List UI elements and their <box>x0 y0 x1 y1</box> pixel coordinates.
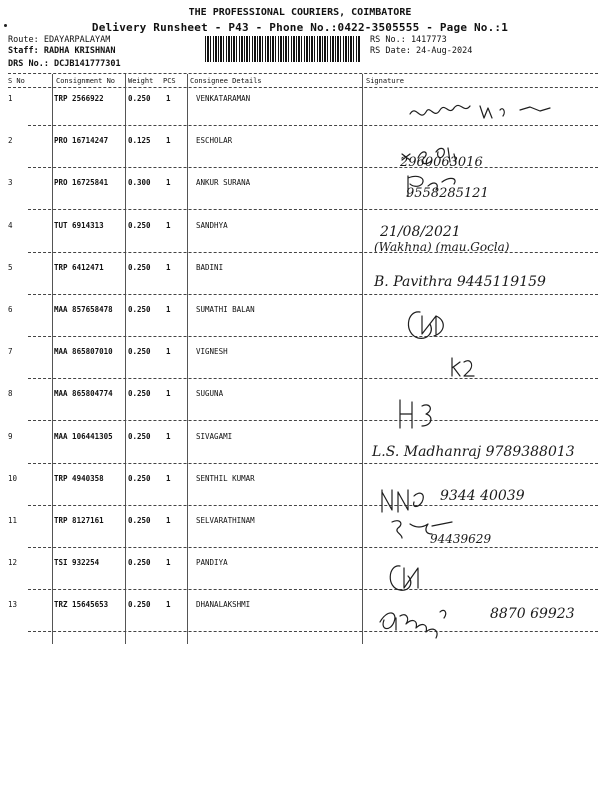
row-consignment-no: TRP 2566922 <box>54 94 104 103</box>
row-sno: 4 <box>8 220 13 230</box>
row-sno: 5 <box>8 262 13 272</box>
row-weight: 0.250 <box>128 389 151 399</box>
signature-3 <box>370 170 595 206</box>
row-sno: 8 <box>8 389 13 399</box>
row-consignee: VIGNESH <box>196 347 228 357</box>
signature-9 <box>370 440 595 476</box>
col-sno: S No <box>8 77 25 85</box>
grid-line <box>52 74 53 644</box>
row-consignment-no: TRP 8127161 <box>54 516 104 525</box>
row-consignee: SANDHYA <box>196 220 228 230</box>
signature-1 <box>370 96 595 132</box>
row-sno: 12 <box>8 558 18 568</box>
row-divider <box>28 209 598 210</box>
row-pcs: 1 <box>166 305 171 314</box>
row-consignment-no: TRZ 15645653 <box>54 600 109 610</box>
signature-10-phone: 9344 40039 <box>440 488 525 504</box>
row-sno: 6 <box>8 305 13 314</box>
signature-13 <box>370 602 595 638</box>
signature-8 <box>370 396 595 432</box>
row-consignment-no: TRP 4940358 <box>54 473 104 483</box>
row-pcs: 1 <box>166 178 171 188</box>
signature-11 <box>370 516 595 552</box>
grid-line <box>187 74 188 644</box>
row-sno: 9 <box>8 431 13 441</box>
row-weight: 0.250 <box>128 473 151 483</box>
row-consignment-no: MAA 865807010 <box>54 347 113 357</box>
barcode <box>205 36 360 62</box>
row-consignee: PANDIYA <box>196 558 228 568</box>
row-weight: 0.250 <box>128 220 151 230</box>
row-pcs: 1 <box>166 389 171 399</box>
row-consignment-no: TRP 6412471 <box>54 262 104 272</box>
runsheet-title: Delivery Runsheet - P43 - Phone No.:0422-3505555 - Page No.:1 <box>91 21 509 34</box>
row-pcs: 1 <box>166 136 171 146</box>
row-weight: 0.250 <box>128 431 151 441</box>
signature-4-date: 21/08/2021 <box>380 224 461 240</box>
row-sno: 2 <box>8 136 13 146</box>
row-pcs: 1 <box>166 516 171 525</box>
rs-date: RS Date: 24-Aug-2024 <box>370 46 473 56</box>
row-sno: 1 <box>8 94 13 103</box>
signature-9-name: L.S. Madhanraj 9789388013 <box>372 444 575 460</box>
signature-6 <box>370 306 595 342</box>
row-consignee: VENKATARAMAN <box>196 94 251 103</box>
row-consignee: SELVARATHINAM <box>196 516 255 525</box>
row-sno: 13 <box>8 600 18 610</box>
col-weight: Weight <box>128 77 154 85</box>
row-consignment-no: MAA 106441305 <box>54 431 113 441</box>
row-pcs: 1 <box>166 220 171 230</box>
row-consignee: SUGUNA <box>196 389 224 399</box>
row-weight: 0.250 <box>128 262 151 272</box>
signature-5-name: B. Pavithra 9445119159 <box>374 274 546 290</box>
header-top-rule <box>8 73 598 74</box>
signature-13-phone: 8870 69923 <box>490 606 575 622</box>
signature-2 <box>370 138 595 174</box>
row-sno: 7 <box>8 347 13 357</box>
row-weight: 0.250 <box>128 305 151 314</box>
row-consignment-no: PRO 16714247 <box>54 136 109 146</box>
row-consignment-no: PRO 16725841 <box>54 178 109 188</box>
signature-11-phone: 94439629 <box>430 532 492 546</box>
row-consignee: SENTHIL KUMAR <box>196 473 255 483</box>
rs-number: RS No.: 1417773 <box>370 35 447 45</box>
row-consignment-no: MAA 865804774 <box>54 389 113 399</box>
row-weight: 0.250 <box>128 347 151 357</box>
row-consignee: ANKUR SURANA <box>196 178 251 188</box>
col-pcs: PCS <box>163 77 176 85</box>
row-pcs: 1 <box>166 600 171 610</box>
company-name: THE PROFESSIONAL COURIERS, COIMBATORE <box>188 7 412 18</box>
signature-5 <box>370 270 595 306</box>
row-weight: 0.300 <box>128 178 151 188</box>
col-consignment: Consignment No <box>56 77 116 85</box>
row-consignment-no: TSI 932254 <box>54 558 100 568</box>
row-sno: 3 <box>8 178 13 188</box>
staff-label: Staff: RADHA KRISHNAN <box>8 46 116 56</box>
row-weight: 0.250 <box>128 516 151 525</box>
row-consignee: SUMATHI BALAN <box>196 305 255 314</box>
signature-10 <box>370 482 595 518</box>
header-bottom-rule <box>8 87 598 88</box>
row-sno: 11 <box>8 516 18 525</box>
drs-number: DRS No.: DCJB141777301 <box>8 59 121 69</box>
signature-4-name: (Wakhna) (mau.Gocla) <box>374 240 510 254</box>
signature-3-phone: 9558285121 <box>406 186 489 201</box>
row-consignee: ESCHOLAR <box>196 136 233 146</box>
row-consignment-no: TUT 6914313 <box>54 220 104 230</box>
grid-line <box>362 74 363 644</box>
row-weight: 0.250 <box>128 94 151 103</box>
row-consignment-no: MAA 857658478 <box>54 305 113 314</box>
row-pcs: 1 <box>166 473 171 483</box>
signature-12 <box>370 558 595 594</box>
col-consignee: Consignee Details <box>190 77 262 85</box>
row-weight: 0.250 <box>128 600 151 610</box>
row-pcs: 1 <box>166 347 171 357</box>
signature-2-phone: 2960063016 <box>400 155 483 170</box>
route-label: Route: EDAYARPALAYAM <box>8 35 111 45</box>
row-consignee: BADINI <box>196 262 224 272</box>
row-pcs: 1 <box>166 262 171 272</box>
row-consignee: SIVAGAMI <box>196 431 233 441</box>
grid-line <box>125 74 126 644</box>
row-weight: 0.125 <box>128 136 151 146</box>
signature-4 <box>370 224 595 260</box>
row-weight: 0.250 <box>128 558 151 568</box>
row-consignee: DHANALAKSHMI <box>196 600 251 610</box>
row-pcs: 1 <box>166 94 171 103</box>
row-sno: 10 <box>8 473 18 483</box>
row-pcs: 1 <box>166 558 171 568</box>
col-signature: Signature <box>366 77 404 85</box>
signature-7 <box>370 352 595 388</box>
row-pcs: 1 <box>166 431 171 441</box>
